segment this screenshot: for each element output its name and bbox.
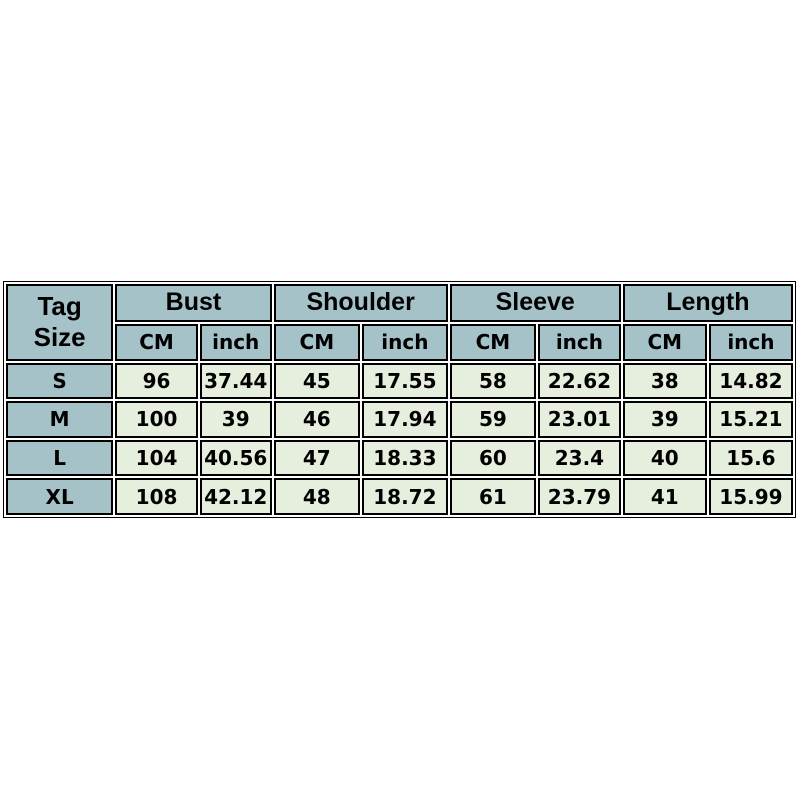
value-cell: 45 <box>274 363 360 400</box>
unit-header-shoulder-cm: CM <box>274 324 360 361</box>
value-cell: 18.72 <box>362 478 448 515</box>
value-cell: 15.6 <box>709 440 793 477</box>
value-cell: 60 <box>450 440 536 477</box>
unit-header-length-cm: CM <box>623 324 707 361</box>
value-cell: 48 <box>274 478 360 515</box>
size-chart <box>3 281 796 518</box>
value-cell: 47 <box>274 440 360 477</box>
value-cell: 38 <box>623 363 707 400</box>
unit-header-bust-cm: CM <box>115 324 198 361</box>
unit-header-row <box>6 324 793 361</box>
group-header-sleeve: Sleeve <box>450 284 621 322</box>
value-cell: 46 <box>274 401 360 438</box>
table-row-m <box>6 401 793 438</box>
value-cell: 17.55 <box>362 363 448 400</box>
row-size-label: S <box>6 363 113 400</box>
table-row-s <box>6 363 793 400</box>
value-cell: 17.94 <box>362 401 448 438</box>
unit-header-shoulder-inch: inch <box>362 324 448 361</box>
corner-header-tag-size: Tag Size <box>6 284 113 361</box>
unit-header-length-inch: inch <box>709 324 793 361</box>
value-cell: 58 <box>450 363 536 400</box>
unit-header-sleeve-inch: inch <box>538 324 621 361</box>
row-size-label: M <box>6 401 113 438</box>
size-chart-table <box>3 281 796 518</box>
value-cell: 22.62 <box>538 363 621 400</box>
group-header-shoulder: Shoulder <box>274 284 448 322</box>
value-cell: 61 <box>450 478 536 515</box>
value-cell: 23.4 <box>538 440 621 477</box>
value-cell: 42.12 <box>200 478 272 515</box>
value-cell: 18.33 <box>362 440 448 477</box>
value-cell: 41 <box>623 478 707 515</box>
value-cell: 14.82 <box>709 363 793 400</box>
value-cell: 23.01 <box>538 401 621 438</box>
value-cell: 40 <box>623 440 707 477</box>
unit-header-bust-inch: inch <box>200 324 272 361</box>
value-cell: 100 <box>115 401 198 438</box>
value-cell: 39 <box>200 401 272 438</box>
value-cell: 15.21 <box>709 401 793 438</box>
table-row-xl <box>6 478 793 515</box>
group-header-bust: Bust <box>115 284 271 322</box>
table-row-l <box>6 440 793 477</box>
row-size-label: L <box>6 440 113 477</box>
group-header-row <box>6 284 793 322</box>
value-cell: 104 <box>115 440 198 477</box>
value-cell: 15.99 <box>709 478 793 515</box>
unit-header-sleeve-cm: CM <box>450 324 536 361</box>
value-cell: 108 <box>115 478 198 515</box>
value-cell: 37.44 <box>200 363 272 400</box>
group-header-length: Length <box>623 284 793 322</box>
value-cell: 39 <box>623 401 707 438</box>
value-cell: 59 <box>450 401 536 438</box>
row-size-label: XL <box>6 478 113 515</box>
value-cell: 23.79 <box>538 478 621 515</box>
value-cell: 40.56 <box>200 440 272 477</box>
value-cell: 96 <box>115 363 198 400</box>
